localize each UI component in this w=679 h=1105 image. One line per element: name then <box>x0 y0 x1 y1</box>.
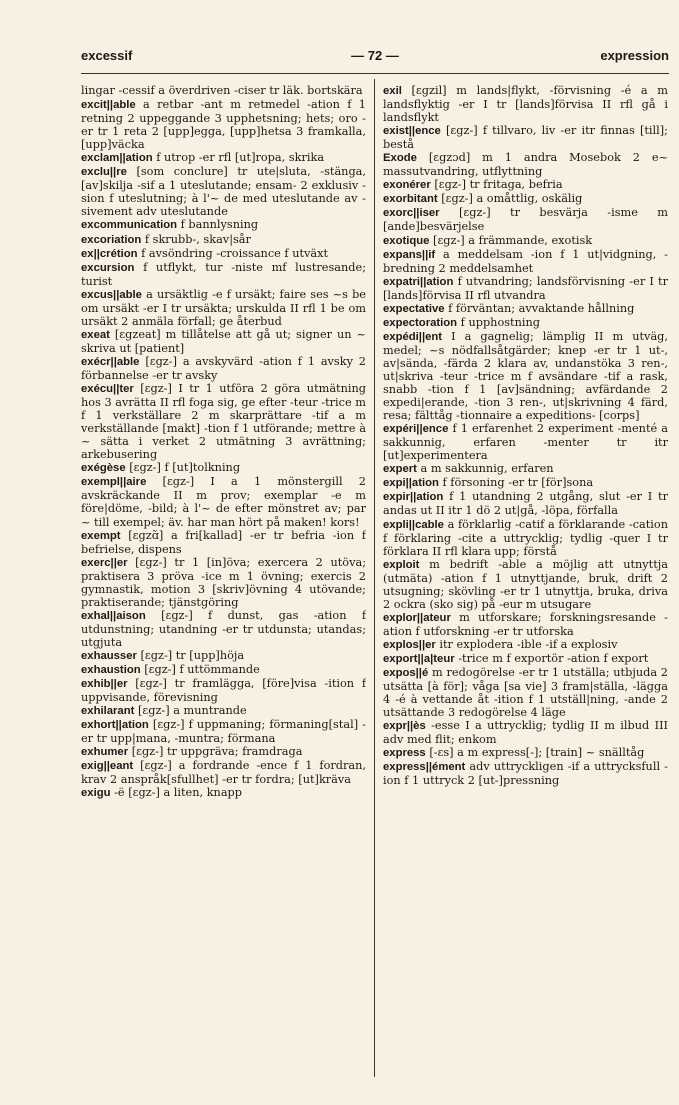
dictionary-entry <box>81 261 366 288</box>
dictionary-entry <box>81 84 366 98</box>
dictionary-entry <box>383 151 668 178</box>
entry-headword: exempl||aire <box>81 476 147 489</box>
entry-headword: exhal||aison <box>81 609 146 622</box>
entry-definition: f skrubb-, skav|sår <box>144 232 251 246</box>
entry-headword: exig||eant <box>81 760 134 773</box>
dictionary-entry <box>81 556 366 609</box>
entry-headword: excursion <box>81 261 135 274</box>
entry-definition: [ɛgz-] tr framlägga, [före]visa -ition f uppvisande, förevisning <box>81 677 366 705</box>
entry-definition: [-ɛs] a m express[-]; [train] ~ snälltåg <box>429 746 645 760</box>
entry-headword: explor||ateur <box>383 611 451 624</box>
entry-headword: exhaustion <box>81 664 141 677</box>
entry-headword: exploit <box>383 558 420 571</box>
entry-headword: explos||er <box>383 638 436 651</box>
dictionary-entry <box>383 611 668 638</box>
dictionary-entry <box>383 330 668 422</box>
dictionary-entry <box>383 719 668 746</box>
entry-headword: export||a|teur <box>383 652 455 665</box>
entry-definition: I a gagnelig; lämplig II m utväg, medel; ~s nödfallsåtgärder; knep -er tr 1 ut-, av|sända, -färda 2 klara av, undanstöka 3 ren-, ut|skriva -teur -trice m f avsändare -tif a rask, snabb -tion f 1 [av]sändning; avfärdande 2 expedi|erande, -tion 3 ren-, ut|skrivning 4 färd, resa; fälttåg -tionnaire a expeditions- [corps] <box>383 329 668 423</box>
header-left-guideword: excessif <box>81 48 133 63</box>
dictionary-entry <box>383 638 668 652</box>
entry-definition: [ɛgzeat] m tillåtelse att gå ut; signer un ~ skriva ut [patient] <box>81 327 366 355</box>
dictionary-entry <box>81 247 366 261</box>
dictionary-entry <box>81 663 366 677</box>
dictionary-entry <box>81 355 366 382</box>
entry-headword: exhilarant <box>81 705 135 718</box>
entry-definition: itr explodera -ible -if a explosiv <box>439 637 618 651</box>
dictionary-entry <box>81 529 366 556</box>
entry-headword: expans||if <box>383 248 436 261</box>
entry-definition: [ɛgz-] a fordrande -ence f 1 fordran, krav 2 anspråk[sfullhet] -er tr fordra; [ut]kräva <box>81 759 366 787</box>
dictionary-entry <box>383 652 668 666</box>
entry-headword: exigu <box>81 787 111 800</box>
dictionary-entry <box>383 490 668 517</box>
entry-definition: adv uttryckligen -if a uttrycksfull -ion f 1 uttryck 2 [ut-]pressning <box>383 760 668 788</box>
entry-definition: [ɛgz-] f tillvaro, liv -er itr finnas [till]; bestå <box>383 124 668 152</box>
dictionary-entry <box>81 165 366 218</box>
entry-headword: Exode <box>383 152 417 165</box>
entry-definition: f bannlysning <box>180 218 259 232</box>
entry-definition: [ɛgz-] f uppmaning; förmaning[stal] -er tr upp|mana, -muntra; förmana <box>81 718 366 746</box>
left-column <box>81 84 366 1094</box>
entry-headword: exotique <box>383 234 430 247</box>
entry-headword: exécr||able <box>81 355 140 368</box>
entry-headword: expéri||ence <box>383 423 449 436</box>
entry-definition: m utforskare; forskningsresande -ation f utforskning -er tr utforska <box>383 610 668 638</box>
dictionary-entry <box>81 609 366 649</box>
entry-definition: [ɛgz-] I a 1 mönstergill 2 avskräckande II m prov; exemplar -e m före|döme, -bild; à l'~ de efter mönstret av; par ~ till exempel; äv. har man hört på maken! kors! <box>81 475 366 529</box>
dictionary-entry <box>383 206 668 233</box>
entry-headword: expert <box>383 463 417 476</box>
dictionary-entry <box>81 649 366 663</box>
right-column <box>383 84 668 1094</box>
entry-definition: -esse I a uttrycklig; tydlig II m ilbud III adv med flit; enkom <box>383 719 668 747</box>
entry-definition: [ɛgzɔd] m 1 andra Mosebok 2 e~ massutvandring, utflyttning <box>383 151 668 179</box>
entry-definition: f avsöndring -croissance f utväxt <box>141 246 329 260</box>
entry-headword: exécu||ter <box>81 383 134 396</box>
entry-definition: [ɛgz-] tr 1 [in]öva; exercera 2 utöva; praktisera 3 pröva -ice m 1 övning; exercis 2 gymnastik, motion 3 [skriv]övning 4 utövande; praktiserande; tjänstgöring <box>81 555 366 609</box>
entry-headword: exorc||iser <box>383 207 440 220</box>
entry-headword: express||ément <box>383 761 466 774</box>
entry-definition: a m sakkunnig, erfaren <box>420 462 554 476</box>
dictionary-entry <box>81 677 366 704</box>
entry-definition: [ɛgz-] I tr 1 utföra 2 göra utmätning hos 3 avrätta II rfl foga sig, ge efter -teur -trice m f 1 verkställare 2 m skarprättare -tif a m verkställande [makt] -tion f 1 utförande; mettre à ~ sätta i verket 2 utmätning 3 avrättning; arkebusering <box>81 382 366 462</box>
entry-definition: f upphostning <box>460 315 540 329</box>
entry-headword: expir||ation <box>383 491 444 504</box>
dictionary-entry <box>81 328 366 355</box>
entry-definition: f förväntan; avvaktande hållning <box>448 301 635 315</box>
entry-headword: exclu||re <box>81 166 127 179</box>
entry-headword: expli||cable <box>383 518 444 531</box>
entry-definition: [ɛgz-] a muntrande <box>137 704 247 718</box>
entry-definition: a retbar -ant m retmedel -ation f 1 retning 2 uppeggande 3 upphetsning; hets; oro -er tr 1 reta 2 [upp]egga, [upp]hetsa 3 framkalla, [upp]väcka <box>81 98 366 152</box>
entry-headword: excit||able <box>81 99 136 112</box>
entry-definition: f försoning -er tr [för]sona <box>442 476 594 490</box>
entry-headword: exeat <box>81 328 110 341</box>
entry-headword: exhumer <box>81 746 129 759</box>
entry-definition: a förklarlig -catif a förklarande -cation f förklaring -cite a uttrycklig; tydlig -quer I tr förklara II rfl klara upp; förstå <box>383 517 668 558</box>
entry-definition: [ɛgz-] tr besvärja -isme m [ande]besvärjelse <box>383 206 668 234</box>
entry-definition: [ɛgz-] f uttömmande <box>144 663 260 677</box>
entry-headword: exil <box>383 85 402 97</box>
dictionary-entry <box>383 316 668 330</box>
entry-headword: exempt <box>81 529 121 542</box>
dictionary-entry <box>81 718 366 745</box>
dictionary-entry <box>383 302 668 316</box>
entry-headword: excommunication <box>81 219 178 232</box>
dictionary-entry <box>383 746 668 760</box>
entry-definition: [som conclure] tr ute|sluta, -stänga, [av]skilja -sif a 1 uteslutande; ensam- 2 exklusiv -sion f uteslutning; à l'~ de med uteslutande av -sivement adv uteslutande <box>81 165 366 219</box>
dictionary-entry <box>81 233 366 247</box>
entry-headword: exorbitant <box>383 193 438 206</box>
dictionary-entry <box>383 178 668 192</box>
dictionary-entry <box>81 745 366 759</box>
dictionary-entry <box>383 192 668 206</box>
dictionary-entry <box>383 760 668 787</box>
entry-definition: f utvandring; landsförvisning -er I tr [lands]förvisa II rfl utvandra <box>383 274 668 302</box>
dictionary-entry <box>383 558 668 611</box>
entry-definition: f utrop -er rfl [ut]ropa, skrika <box>156 151 325 165</box>
entry-headword: expr||ès <box>383 720 426 733</box>
dictionary-entry <box>383 234 668 248</box>
entry-definition: [ɛgz-] f dunst, gas -ation f utdunstning; utandning -er tr utdunsta; utandas; utgjuta <box>81 608 366 649</box>
entry-definition: [ɛgz-] tr [upp]höja <box>140 648 245 662</box>
entry-headword: expectoration <box>383 316 458 329</box>
page-header <box>81 48 669 66</box>
dictionary-entry <box>383 124 668 151</box>
entry-headword: expédi||ent <box>383 330 443 343</box>
dictionary-entry <box>81 151 366 165</box>
entry-headword: exhort||ation <box>81 719 149 732</box>
dictionary-entry <box>383 462 668 476</box>
entry-definition: [ɛgz-] tr fritaga, befria <box>434 178 563 192</box>
dictionary-entry <box>81 382 366 461</box>
entry-definition: [ɛgzɑ̃] a fri[kallad] -er tr befria -ion f befrielse, dispens <box>81 528 366 556</box>
entry-definition: -trice m f exportör -ation f export <box>458 651 649 665</box>
dictionary-entry <box>383 422 668 462</box>
dictionary-entry <box>383 518 668 558</box>
dictionary-entry <box>383 84 668 124</box>
entry-definition: [ɛgzil] m lands|flykt, -förvisning -é a m landsflyktig -er I tr [lands]förvisa II rfl gå i landsflykt <box>383 84 668 125</box>
dictionary-entry <box>383 666 668 719</box>
entry-headword: exclam||ation <box>81 152 153 165</box>
entry-definition: a meddelsam -ion f 1 ut|vidgning, -bredning 2 meddelsamhet <box>383 247 668 275</box>
dictionary-entry <box>81 288 366 328</box>
entry-definition: lingar -cessif a överdriven -ciser tr läk. bortskära <box>81 84 363 97</box>
dictionary-entry <box>81 786 366 800</box>
page-number: — 72 — <box>351 48 399 63</box>
entry-headword: exhausser <box>81 649 137 662</box>
dictionary-entry <box>81 475 366 528</box>
entry-definition: -ë [ɛgz-] a liten, knapp <box>114 786 243 800</box>
entry-definition: a ursäktlig -e f ursäkt; faire ses ~s be om ursäkt -er I tr ursäkta; urskulda II rfl 1 be om ursäkt 2 anmäla förfall; ge återbud <box>81 287 366 328</box>
column-divider <box>374 79 375 1077</box>
entry-definition: [ɛgz-] a främmande, exotisk <box>433 233 593 247</box>
entry-headword: exonérer <box>383 179 431 192</box>
dictionary-entry <box>383 476 668 490</box>
entry-definition: f 1 erfarenhet 2 experiment -menté a sakkunnig, erfaren -menter tr itr [ut]experimentera <box>383 422 668 463</box>
entry-definition: [ɛgz-] a avskyvärd -ation f 1 avsky 2 förbannelse -er tr avsky <box>81 354 366 382</box>
entry-definition: m bedrift -able a möjlig att utnyttja (utmäta) -ation f 1 utnyttjande, bruk, drift 2 utsugning; skövling -er tr 1 utnyttja, bruka, driva 2 ockra (sko sig) på -eur m utsugare <box>383 557 668 611</box>
entry-headword: exhib||er <box>81 678 128 691</box>
dictionary-entry <box>81 218 366 232</box>
entry-headword: excus||able <box>81 288 142 301</box>
entry-headword: expos||é <box>383 667 429 680</box>
entry-headword: expatri||ation <box>383 275 454 288</box>
entry-definition: f 1 utandning 2 utgång, slut -er I tr andas ut II itr 1 dö 2 ut|gå, -löpa, förfalla <box>383 490 668 518</box>
entry-definition: m redogörelse -er tr 1 utställa; utbjuda 2 utsätta [à för]; våga [sa vie] 3 fram|ställa, -lägga 4 -é à vettande åt -ition f 1 utställ|ning, -ande 2 utsättande 3 redogörelse 4 läge <box>383 666 668 720</box>
entry-headword: express <box>383 747 426 760</box>
entry-headword: exist||ence <box>383 125 441 138</box>
dictionary-entry <box>383 275 668 302</box>
entry-headword: exégèse <box>81 462 126 475</box>
entry-headword: excoriation <box>81 233 142 246</box>
entry-headword: ex||crétion <box>81 247 138 260</box>
dictionary-entry <box>81 704 366 718</box>
entry-headword: exerc||er <box>81 556 128 569</box>
header-rule <box>81 73 669 74</box>
header-right-guideword: expression <box>600 48 669 63</box>
dictionary-entry <box>81 461 366 475</box>
entry-headword: expectative <box>383 302 445 315</box>
entry-definition: f utflykt, tur -niste mf lustresande; turist <box>81 260 366 288</box>
dictionary-entry <box>81 98 366 151</box>
entry-definition: [ɛgz-] a omåttlig, oskälig <box>441 192 583 206</box>
dictionary-entry <box>383 248 668 275</box>
entry-definition: [ɛgz-] tr uppgräva; framdraga <box>131 745 303 759</box>
entry-headword: expi||ation <box>383 477 439 490</box>
dictionary-entry <box>81 759 366 786</box>
entry-definition: [ɛgz-] f [ut]tolkning <box>129 461 241 475</box>
